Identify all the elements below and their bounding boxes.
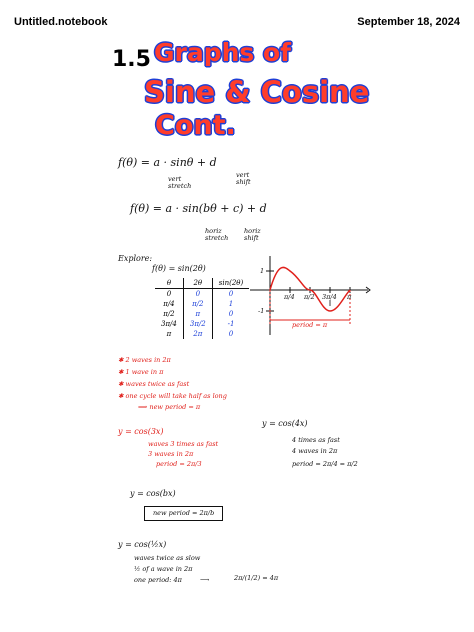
table-cell: -1 [227,320,235,328]
table-header: sin(2θ) [212,278,249,289]
table-header: 2θ [183,278,212,289]
y-label-1: 1 [260,267,265,275]
x-label: π/4 [284,293,295,301]
example3-equation: y = cos(bx) [130,489,176,498]
example4-line: one period: 4π [134,576,182,584]
table-cell: π [155,329,183,339]
y-label-neg1: -1 [258,307,265,315]
table-cell: 0 [183,289,212,300]
vert-stretch-note: vert stretch [168,175,192,191]
example2-equation: y = cos(4x) [262,419,308,428]
example2-line: 4 waves in 2π [292,447,338,455]
section-number: 1.5 [112,47,151,72]
table-cell: π/2 [183,299,212,309]
observation-3: ✱ waves twice as fast [118,380,190,388]
table-cell: 2π [183,329,212,339]
x-label: π [347,293,352,301]
title-line-3: Cont. [155,110,236,141]
horiz-stretch-note: horiz stretch [205,227,229,243]
title-line-2: Sine & Cosine [144,75,370,109]
arrow: ⟶ [200,576,210,584]
formula-vertical: f(θ) = a · sinθ + d [118,156,217,169]
example1-equation: y = cos(3x) [118,427,164,436]
table-cell: 0 [155,289,183,300]
new-period-formula-box: new period = 2π/b [144,506,223,521]
example2-line: period = 2π/4 = π/2 [292,460,358,468]
page-date: September 18, 2024 [357,16,460,28]
table-cell: π [183,309,212,319]
observation-1: ✱ 2 waves in 2π [118,356,171,364]
example1-line: period = 2π/3 [156,460,202,468]
example4-equation: y = cos(½x) [118,540,167,549]
explore-function: f(θ) = sin(2θ) [152,264,206,273]
table-header: θ [155,278,183,289]
table-cell: 1 [228,300,234,308]
example4-result: 2π/(1/2) = 4π [234,574,279,582]
period-label: period = π [292,321,328,329]
example1-line: 3 waves in 2π [148,450,194,458]
horiz-shift-note: horiz shift [244,227,261,243]
table-cell: 0 [228,330,234,338]
example4-line: waves twice as slow [134,554,201,562]
observation-4: ✱ one cycle will take half as long [118,392,227,400]
table-cell: 3π/2 [183,319,212,329]
title-line-1: Graphs of [154,38,292,67]
observation-5: ⟹ new period = π [138,403,201,411]
table-cell: π/2 [155,309,183,319]
table-cell: 0 [228,310,234,318]
example2-line: 4 times as fast [292,436,340,444]
formula-horizontal: f(θ) = a · sin(bθ + c) + d [130,202,267,215]
example1-line: waves 3 times as fast [148,440,219,448]
x-label: 3π/4 [322,293,337,301]
explore-label: Explore: [118,254,153,263]
notebook-name: Untitled.notebook [14,16,108,28]
vert-shift-note: vert shift [236,171,251,187]
table-cell: 0 [228,290,234,298]
table-cell: 3π/4 [155,319,183,329]
observation-2: ✱ 1 wave in π [118,368,164,376]
x-label: π/2 [304,293,315,301]
example4-line: ½ of a wave in 2π [134,565,193,573]
table-cell: π/4 [155,299,183,309]
